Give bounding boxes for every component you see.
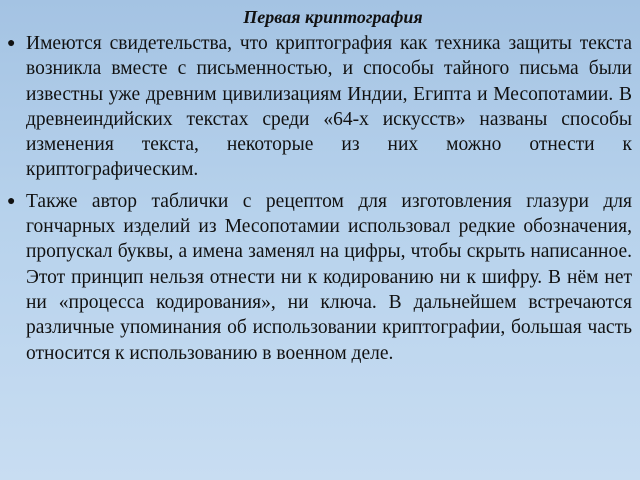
bullet-item [6, 31, 632, 183]
bullet-list [6, 31, 632, 366]
slide-title: Первая криптография [243, 7, 423, 27]
bullet-item [6, 189, 632, 366]
bullet-dot-icon: ● [7, 193, 16, 209]
bullet-text: Имеются свидетельства, что криптография как техника защиты текста возникла вместе с письменностью, и способы тайного письма были известны уже древним цивилизациям Индии, Египта и Месопотамии. В древнеиндийских текстах среди «64-х искусств» названы способы изменения текста, некоторые из них можно отнести к криптографическим. [26, 33, 632, 181]
bullet-text: Также автор таблички с рецептом для изготовления глазури для гончарных изделий из Месопотамии использовал редкие обозначения, пропускал буквы, а имена заменял на цифры, чтобы скрыть написанное. Этот принцип нельзя отнести ни к кодированию ни к шифру. В нём нет ни «процесса кодирования», ни ключа. В дальнейшем встречаются различные упоминания об использовании криптографии, большая часть относится к использованию в военном деле. [26, 190, 632, 364]
bullet-dot-icon: ● [7, 36, 16, 51]
